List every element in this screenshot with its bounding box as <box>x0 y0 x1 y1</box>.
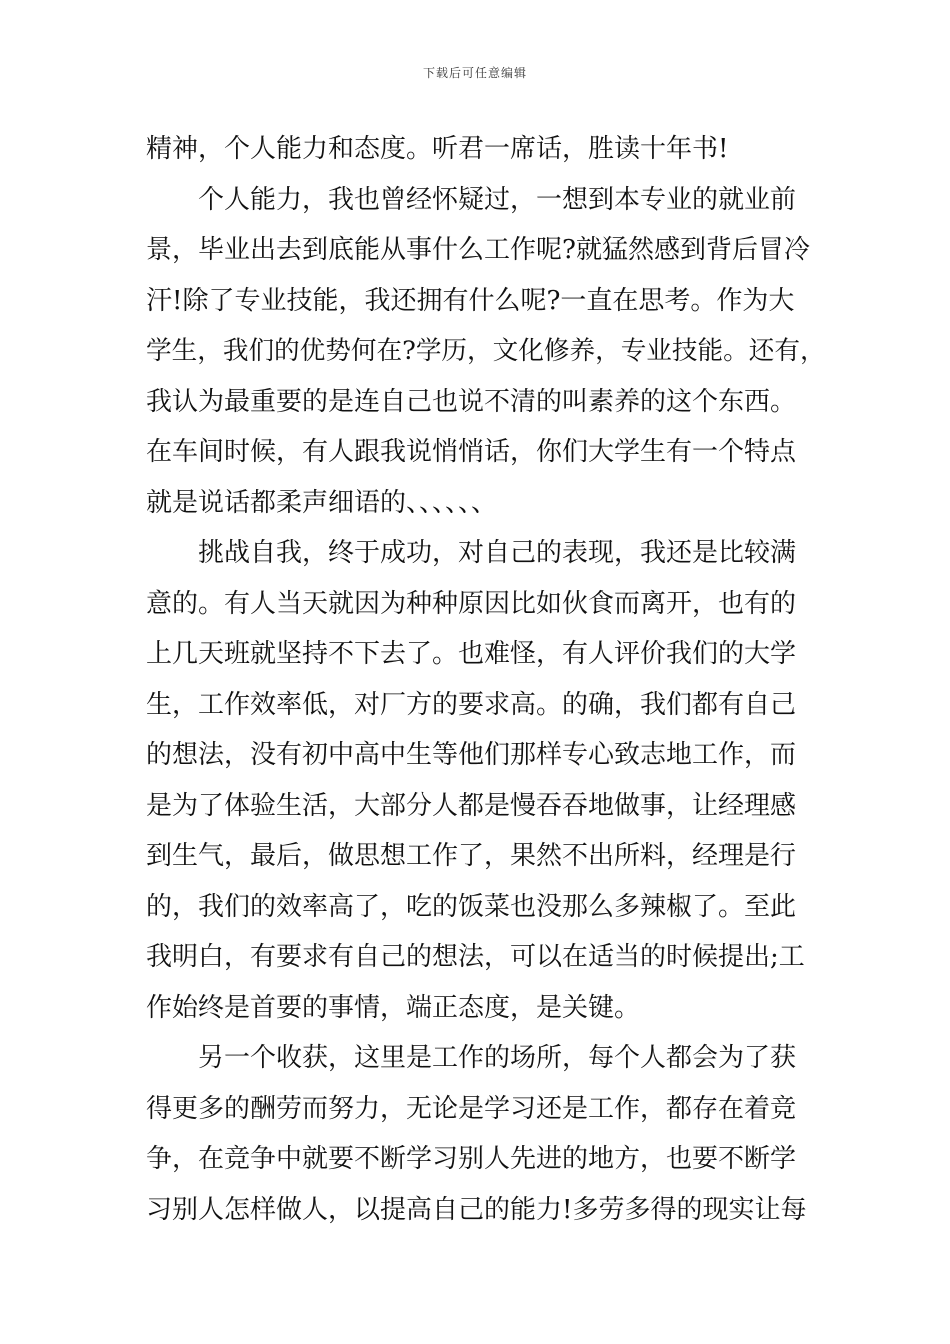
text-line: 生，工作效率低，对厂方的要求高。的确，我们都有自己 <box>146 689 797 720</box>
text-line: 争，在竞争中就要不断学习别人先进的地方，也要不断学 <box>146 1144 797 1174</box>
text-line: 汗!除了专业技能，我还拥有什么呢?一直在思考。作为大 <box>146 285 795 316</box>
page-header: 下载后可任意编辑 <box>422 66 527 80</box>
text-line: 得更多的酬劳而努力，无论是学习还是工作，都存在着竞 <box>146 1093 797 1124</box>
text-line: 景，毕业出去到底能从事什么工作呢?就猛然感到背后冒冷 <box>146 235 810 265</box>
text-line: 习别人怎样做人，以提高自己的能力!多劳多得的现实让每 <box>146 1194 807 1225</box>
text-line: 挑战自我，终于成功，对自己的表现，我还是比较满 <box>198 538 797 568</box>
text-line: 我认为最重要的是连自己也说不清的叫素养的这个东西。 <box>146 386 797 417</box>
text-line: 作始终是首要的事情，端正态度，是关键。 <box>146 992 641 1023</box>
text-line: 的想法，没有初中高中生等他们那样专心致志地工作，而 <box>146 740 797 770</box>
text-line: 是为了体验生活，大部分人都是慢吞吞地做事，让经理感 <box>146 790 797 821</box>
text-line: 学生，我们的优势何在?学历，文化修养，专业技能。还有， <box>146 336 826 366</box>
text-line: 意的。有人当天就因为种种原因比如伙食而离开，也有的 <box>146 588 797 619</box>
text-line: 到生气，最后，做思想工作了，果然不出所料，经理是行 <box>146 841 797 871</box>
body-text <box>146 124 826 1235</box>
text-line: 精神，个人能力和态度。听君一席话，胜读十年书! <box>146 134 729 164</box>
text-line: 就是说话都柔声细语的、、、、、、 <box>146 487 498 518</box>
text-line: 上几天班就坚持不下去了。也难怪，有人评价我们的大学 <box>146 639 797 669</box>
text-line: 个人能力，我也曾经怀疑过，一想到本专业的就业前 <box>198 184 797 215</box>
text-line: 的，我们的效率高了，吃的饭菜也没那么多辣椒了。至此 <box>146 891 797 922</box>
text-line: 我明白，有要求有自己的想法，可以在适当的时候提出;工 <box>146 942 805 972</box>
text-line: 另一个收获，这里是工作的场所，每个人都会为了获 <box>198 1043 797 1073</box>
text-line: 在车间时候，有人跟我说悄悄话，你们大学生有一个特点 <box>146 437 797 467</box>
